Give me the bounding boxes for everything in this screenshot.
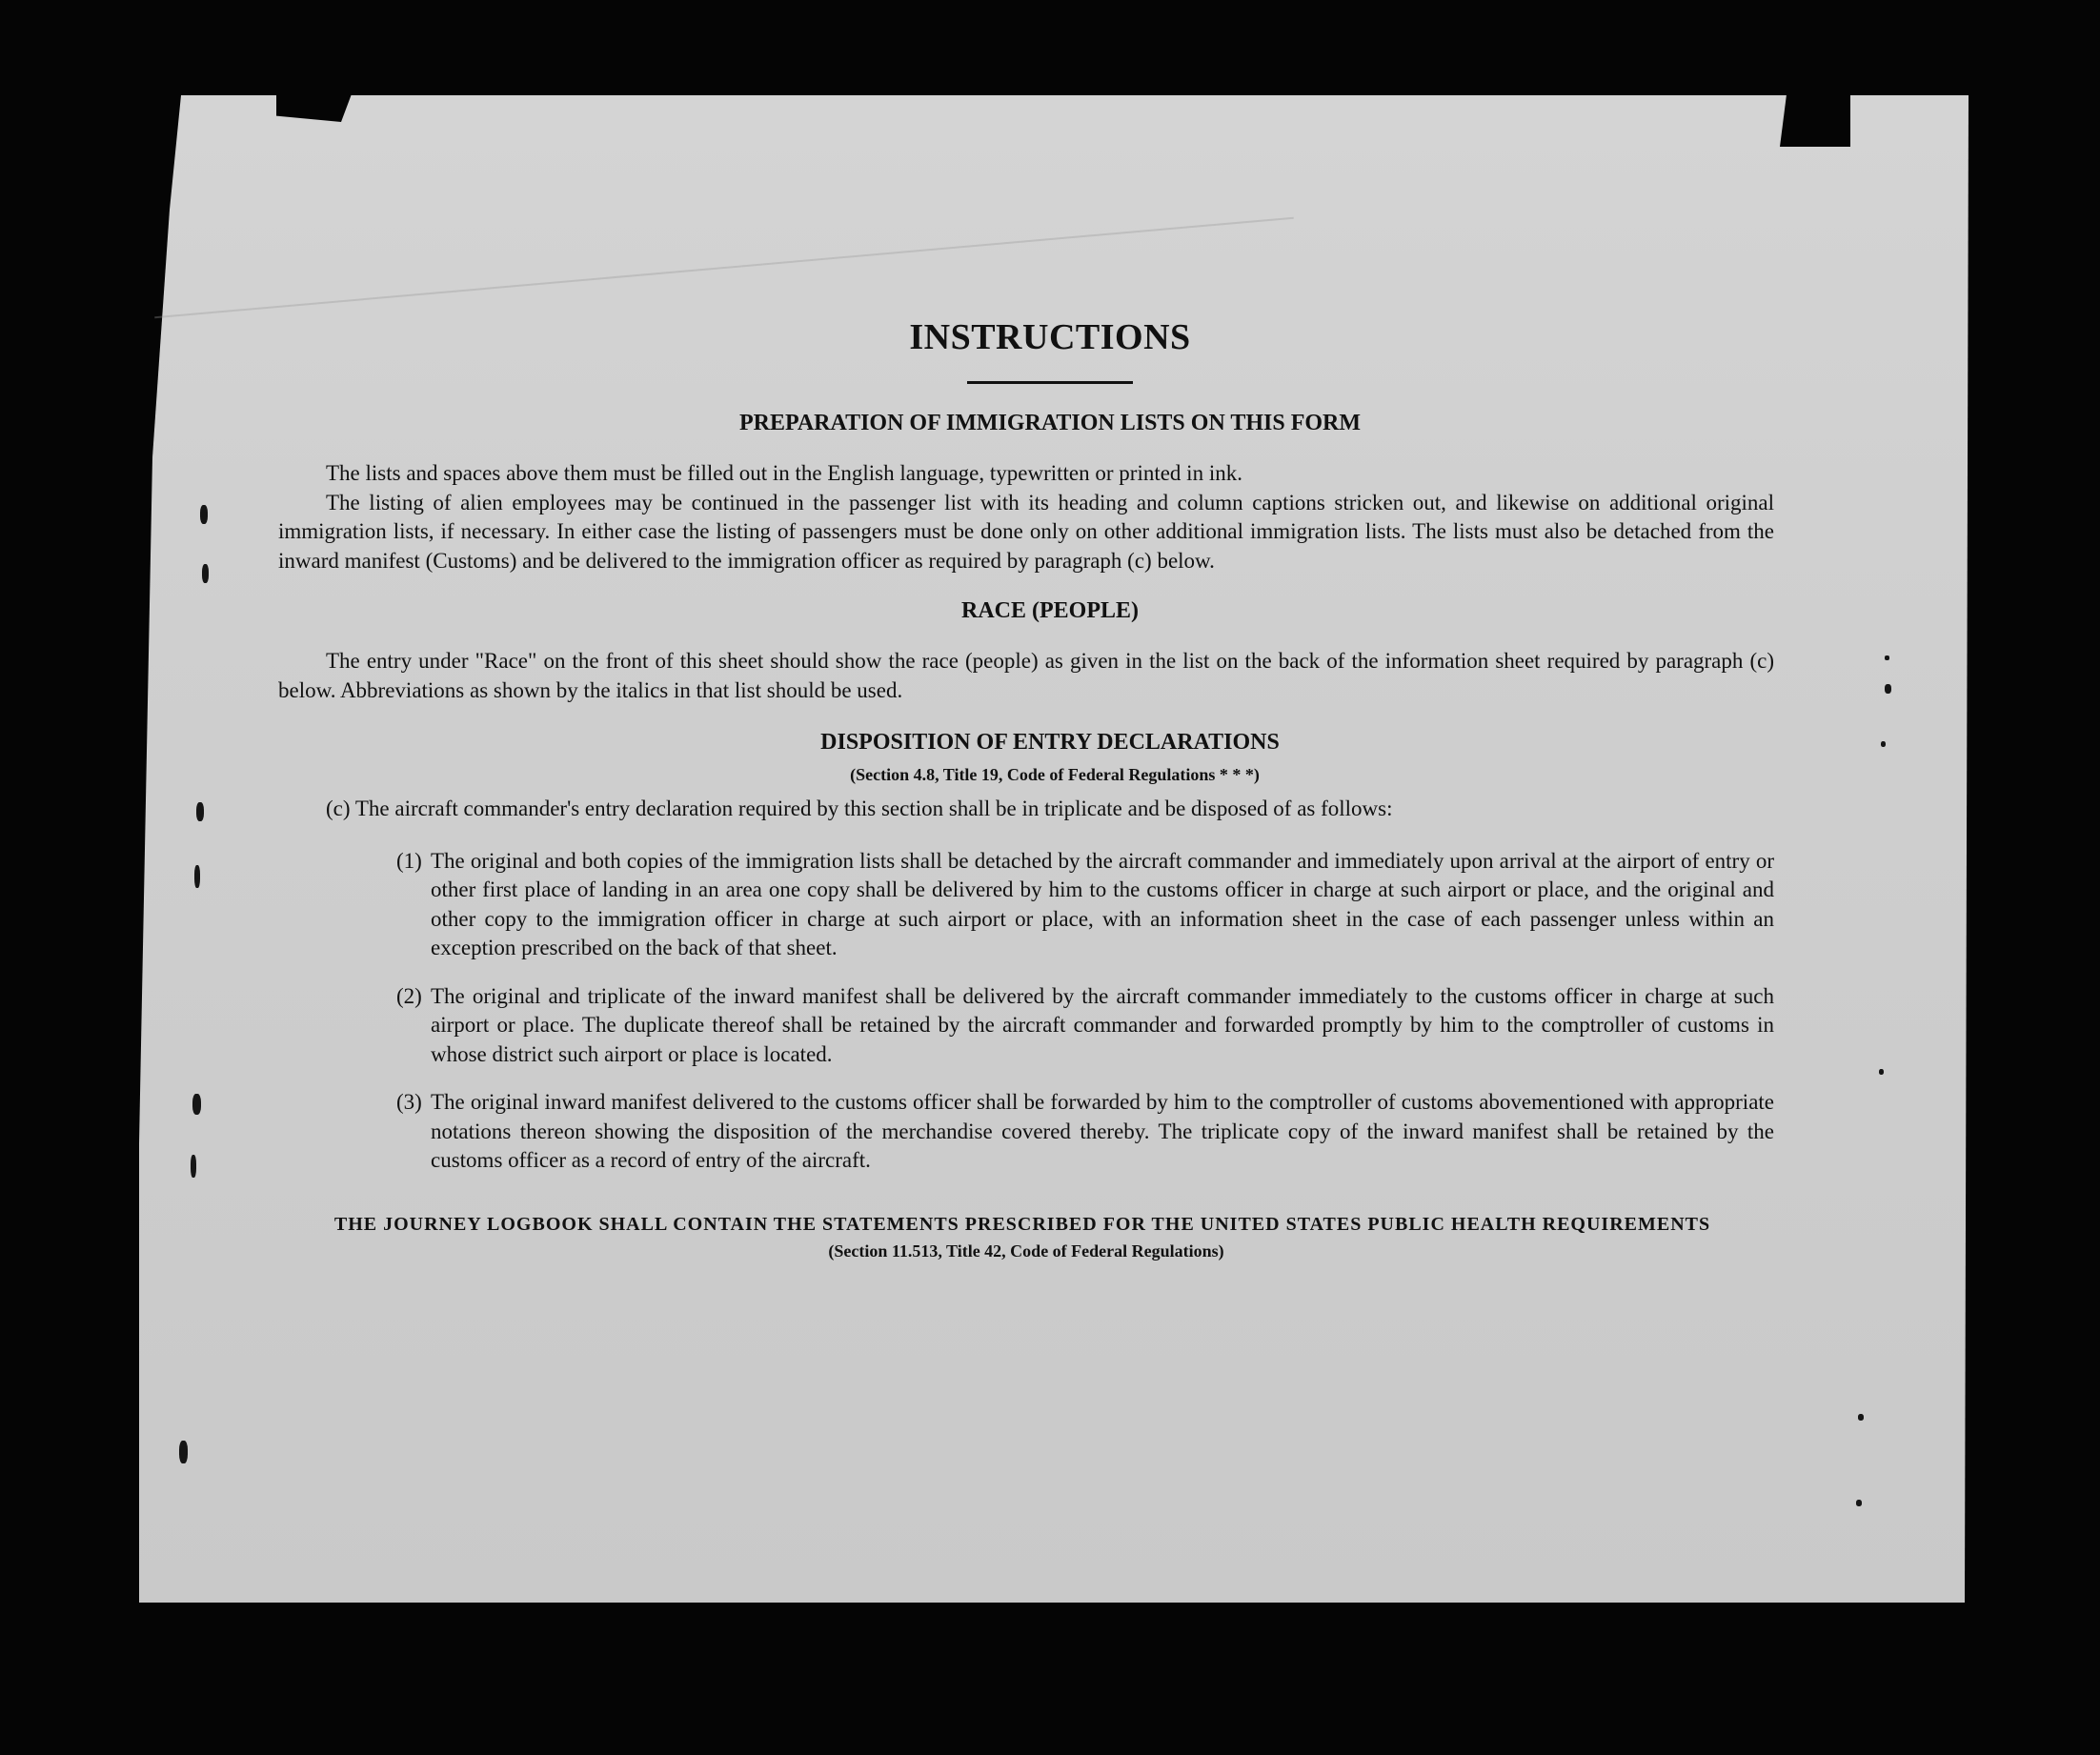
list-item [396, 1088, 1774, 1176]
item-label: (3) [396, 1090, 422, 1114]
section-race [278, 647, 1774, 705]
punch-mark [1881, 741, 1886, 747]
paragraph-c [326, 795, 1774, 824]
section-heading: RACE (PEOPLE) [961, 598, 1139, 623]
item-label: (2) [396, 983, 422, 1008]
section-heading: PREPARATION OF IMMIGRATION LISTS ON THIS FORM [738, 411, 1362, 435]
footer-citation: (Section 11.513, Title 42, Code of Federal Regulations) [828, 1241, 1224, 1261]
paragraph: The lists and spaces above them must be filled out in the English language, typewritten or printed in ink. [326, 461, 1242, 485]
instructions-body [278, 316, 1774, 1261]
punch-mark [179, 1441, 188, 1463]
section-preparation [278, 459, 1774, 575]
punch-mark [1885, 656, 1889, 660]
punch-mark [194, 865, 200, 888]
punch-mark [1885, 684, 1891, 694]
punch-mark [192, 1094, 201, 1115]
punch-mark [191, 1155, 196, 1178]
item-text: The original and triplicate of the inward manifest shall be delivered by the aircraft commander immediately to the customs officer in charge at such airport or place. The duplicate thereof shall be retained by the aircraft commander and forwarded promptly by him to the comptroller of customs in whose district such airport or place is located. [431, 983, 1774, 1066]
binding-tab-right [1780, 91, 1850, 147]
list-item [396, 847, 1774, 963]
section-disposition-items [278, 847, 1774, 1176]
punch-mark [1856, 1500, 1862, 1506]
item-label: (1) [396, 848, 422, 873]
item-text: The original inward manifest delivered to the customs officer shall be forwarded by him to the comptroller of customs abovementioned with appropriate notations thereon showing the disposition of the merchandise covered thereby. The triplicate copy of the inward manifest shall be retained by the customs officer as a record of entry of the aircraft. [431, 1090, 1774, 1172]
footer-title: THE JOURNEY LOGBOOK SHALL CONTAIN THE STATEMENTS PRESCRIBED FOR THE UNITED STATES PUBLIC HEALTH REQUIREMENTS [333, 1213, 1711, 1235]
page-title: INSTRUCTIONS [909, 317, 1191, 357]
paragraph-text: The aircraft commander's entry declaration required by this section shall be in triplicate and be disposed of as follows: [354, 797, 1393, 820]
punch-mark [196, 802, 204, 821]
punch-mark [1879, 1069, 1884, 1075]
paragraph-label: (c) [326, 797, 351, 820]
paragraph: The listing of alien employees may be continued in the passenger list with its heading and column captions stricken out, and likewise on additional original immigration lists, if necessary. In either case the listing of passengers must be done only on other additional immigration lists. The lists must also be detached from the inward manifest (Customs) and be delivered to the immigration officer as required by paragraph (c) below. [278, 490, 1774, 573]
section-citation: (Section 4.8, Title 19, Code of Federal Regulations * * *) [850, 765, 1260, 784]
item-text: The original and both copies of the immigration lists shall be detached by the aircraft commander and immediately upon arrival at the airport of entry or other first place of landing in an area one copy shall be delivered by him to the customs officer in charge at such airport or place, and the original and other copy to the immigration officer in charge at such airport or place, with an information sheet in the case of each passenger unless within an exception prescribed on the back of that sheet. [431, 848, 1774, 959]
paragraph: The entry under "Race" on the front of this sheet should show the race (people) as given in the list on the back of the information sheet required by paragraph (c) below. Abbreviations as shown by the italics in that list should be used. [278, 649, 1774, 702]
section-heading: DISPOSITION OF ENTRY DECLARATIONS [820, 730, 1280, 755]
title-rule [967, 381, 1133, 384]
list-item [396, 982, 1774, 1070]
punch-mark [200, 505, 208, 524]
punch-mark [1858, 1414, 1864, 1421]
punch-mark [202, 564, 209, 583]
